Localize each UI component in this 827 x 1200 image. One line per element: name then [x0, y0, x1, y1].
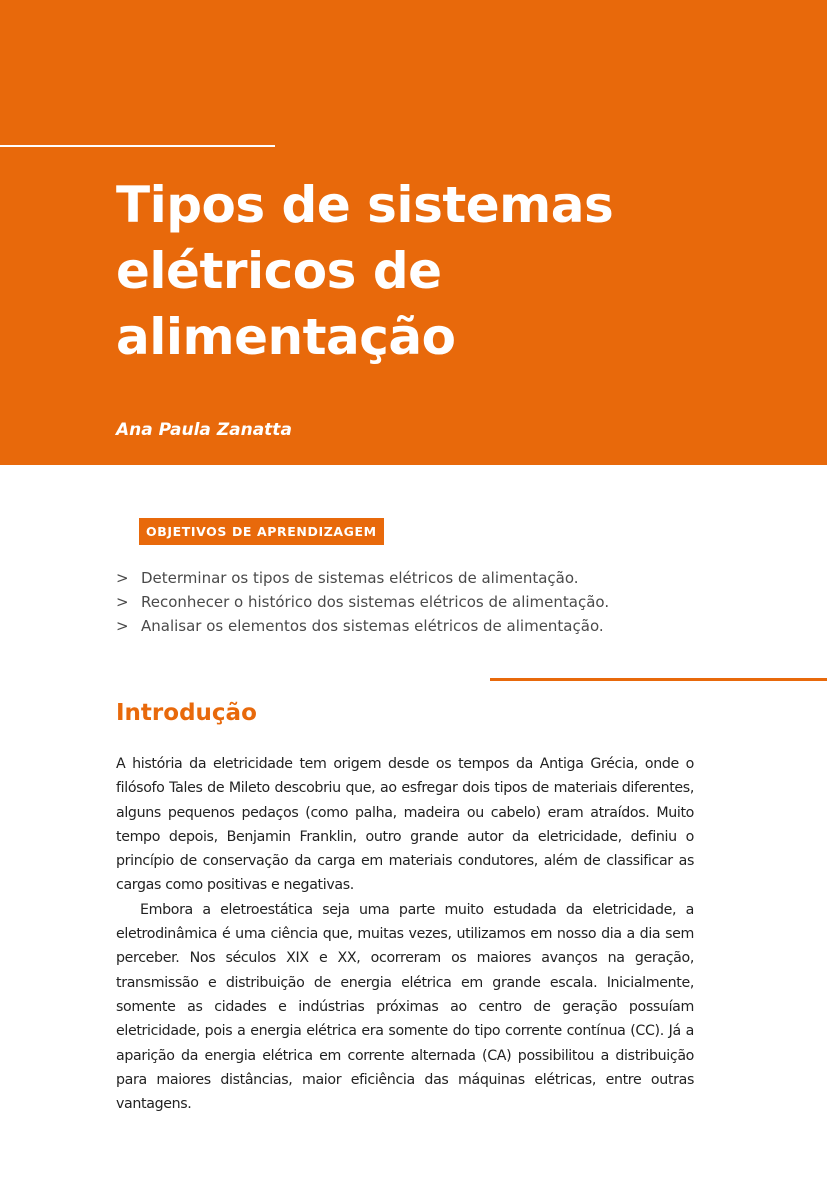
- body-text: [116, 752, 694, 1116]
- objectives-list: [116, 566, 756, 638]
- objective-item: [116, 614, 756, 638]
- paragraph: A história da eletricidade tem origem desde os tempos da Antiga Grécia, onde o filósofo Tales de Mileto descobriu que, ao esfregar dois tipos de materiais diferentes, alguns pequenos pedaços (como palha, madeira ou cabelo) eram atraídos. Muito tempo depois, Benjamin Franklin, outro grande autor da eletricidade, definiu o princípio de conservação da carga em materiais condutores, além de classificar as cargas como positivas e negativas.: [116, 756, 694, 894]
- bullet-marker: >: [116, 593, 129, 611]
- objectives-label: OBJETIVOS DE APRENDIZAGEM: [139, 518, 384, 545]
- objective-text: Reconhecer o histórico dos sistemas elétricos de alimentação.: [141, 593, 610, 611]
- chapter-header-band: [0, 0, 827, 465]
- bullet-marker: >: [116, 569, 129, 587]
- header-divider: [0, 145, 275, 147]
- objective-text: Determinar os tipos de sistemas elétricos de alimentação.: [141, 569, 579, 587]
- section-heading: Introdução: [116, 700, 257, 726]
- bullet-marker: >: [116, 617, 129, 635]
- chapter-title: Tipos de sistemas elétricos de alimentação: [116, 176, 614, 366]
- objective-text: Analisar os elementos dos sistemas elétricos de alimentação.: [141, 617, 604, 635]
- paragraph: Embora a eletroestática seja uma parte muito estudada da eletricidade, a eletrodinâmica é uma ciência que, muitas vezes, utilizamos em nosso dia a dia sem perceber. Nos séculos XIX e XX, ocorreram os maiores avanços na geração, transmissão e distribuição de energia elétrica em grande escala. Inicialmente, somente as cidades e indústrias próximas ao centro de geração possuíam eletricidade, pois a energia elétrica era somente do tipo corrente contínua (CC). Já a aparição da energia elétrica em corrente alternada (CA) possibilitou a distribuição para maiores distâncias, maior eficiência das máquinas elétricas, entre outras vantagens.: [116, 901, 694, 1113]
- section-divider: [490, 678, 827, 681]
- objective-item: [116, 566, 756, 590]
- author-name: Ana Paula Zanatta: [116, 420, 292, 440]
- objective-item: [116, 590, 756, 614]
